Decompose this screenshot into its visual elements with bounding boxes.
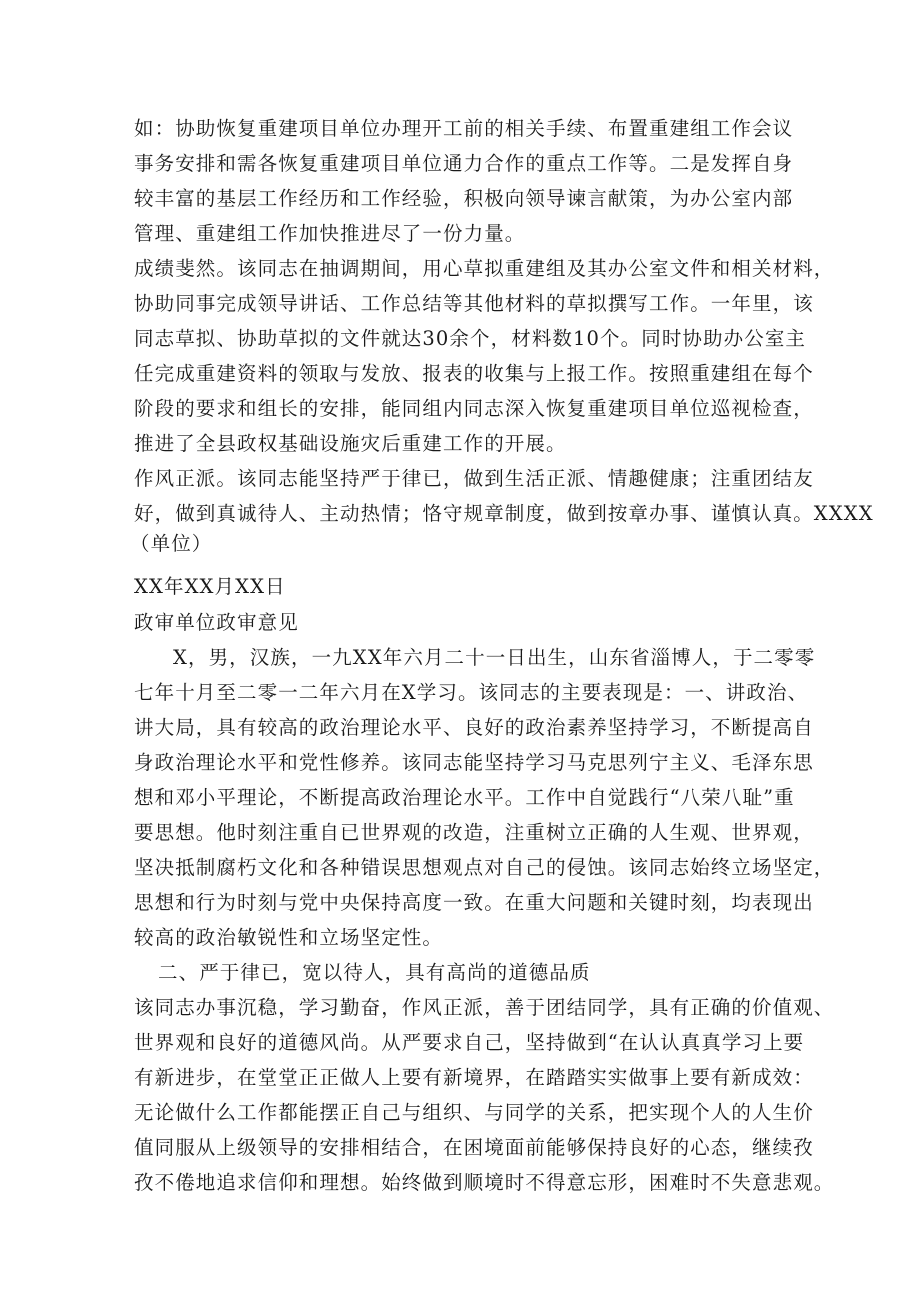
- text-line: 同志草拟、协助草拟的文件就达30余个，材料数10个。同时协助办公室主: [134, 327, 807, 350]
- text-line: 有新进步，在堂堂正正做人上要有新境界，在踏踏实实做事上要有新成效：: [134, 1066, 814, 1089]
- text-line: 该同志办事沉稳，学习勤奋，作风正派，善于团结同学，具有正确的价值观、: [134, 996, 835, 1019]
- text-line: 较高的政治敏锐性和立场坚定性。: [134, 926, 444, 949]
- text-line: 管理、重建组工作加快推进尽了一份力量。: [134, 222, 526, 245]
- text-line: 讲大局，具有较高的政治理论水平、良好的政治素养坚持学习，不断提高自: [134, 716, 814, 739]
- text-line: 无论做什么工作都能摆正自己与组织、与同学的关系，把实现个人的人生价: [134, 1101, 814, 1124]
- text-line: 协助同事完成领导讲话、工作总结等其他材料的草拟撰写工作。一年里，该: [134, 292, 814, 315]
- text-line: 七年十月至二零一二年六月在X学习。该同志的主要表现是：一、讲政治、: [134, 681, 809, 704]
- text-line: 好，做到真诚待人、主动热情；恪守规章制度，做到按章办事、谨慎认真。XXXX: [134, 502, 874, 525]
- text-line: 事务安排和需各恢复重建项目单位通力合作的重点工作等。二是发挥自身: [134, 152, 794, 175]
- text-line: 要思想。他时刻注重自已世界观的改造，注重树立正确的人生观、世界观，: [134, 821, 814, 844]
- text-line: X，男，汉族，一九XX年六月二十一日出生，山东省淄博人，于二零零: [173, 646, 816, 669]
- section-title: 政审单位政审意见: [134, 611, 299, 634]
- text-line: （单位）: [130, 532, 213, 555]
- text-line: 成绩斐然。该同志在抽调期间，用心草拟重建组及其办公室文件和相关材料，: [134, 257, 835, 280]
- text-line: 较丰富的基层工作经历和工作经验，积极向领导谏言献策，为办公室内部: [134, 187, 794, 210]
- text-line: 身政治理论水平和党性修养。该同志能坚持学习马克思列宁主义、毛泽东思: [134, 751, 814, 774]
- text-line: 孜不倦地追求信仰和理想。始终做到顺境时不得意忘形，困难时不失意悲观。: [134, 1171, 835, 1194]
- text-line: 值同服从上级领导的安排相结合，在困境面前能够保持良好的心态，继续孜: [134, 1136, 814, 1159]
- subheading: 二、严于律已，宽以待人，具有高尚的道德品质: [158, 961, 591, 984]
- text-line: 推进了全县政权基础设施灾后重建工作的开展。: [134, 432, 567, 455]
- text-line: 思想和行为时刻与党中央保持高度一致。在重大问题和关键时刻，均表现出: [134, 891, 814, 914]
- text-line: 想和邓小平理论，不断提高政治理论水平。工作中自觉践行“八荣八耻”重: [134, 786, 795, 809]
- text-line: 作风正派。该同志能坚持严于律已，做到生活正派、情趣健康；注重团结友: [134, 467, 814, 490]
- date-line: XX年XX月XX日: [134, 575, 286, 598]
- text-line: 阶段的要求和组长的安排，能同组内同志深入恢复重建项目单位巡视检查，: [134, 397, 814, 420]
- text-line: 任完成重建资料的领取与发放、报表的收集与上报工作。按照重建组在每个: [134, 362, 814, 385]
- text-line: 世界观和良好的道德风尚。从严要求自己，坚持做到“在认认真真学习上要: [134, 1031, 805, 1054]
- text-line: 如：协助恢复重建项目单位办理开工前的相关手续、布置重建组工作会议: [134, 117, 794, 140]
- text-line: 坚决抵制腐朽文化和各种错误思想观点对自己的侵蚀。该同志始终立场坚定，: [134, 856, 835, 879]
